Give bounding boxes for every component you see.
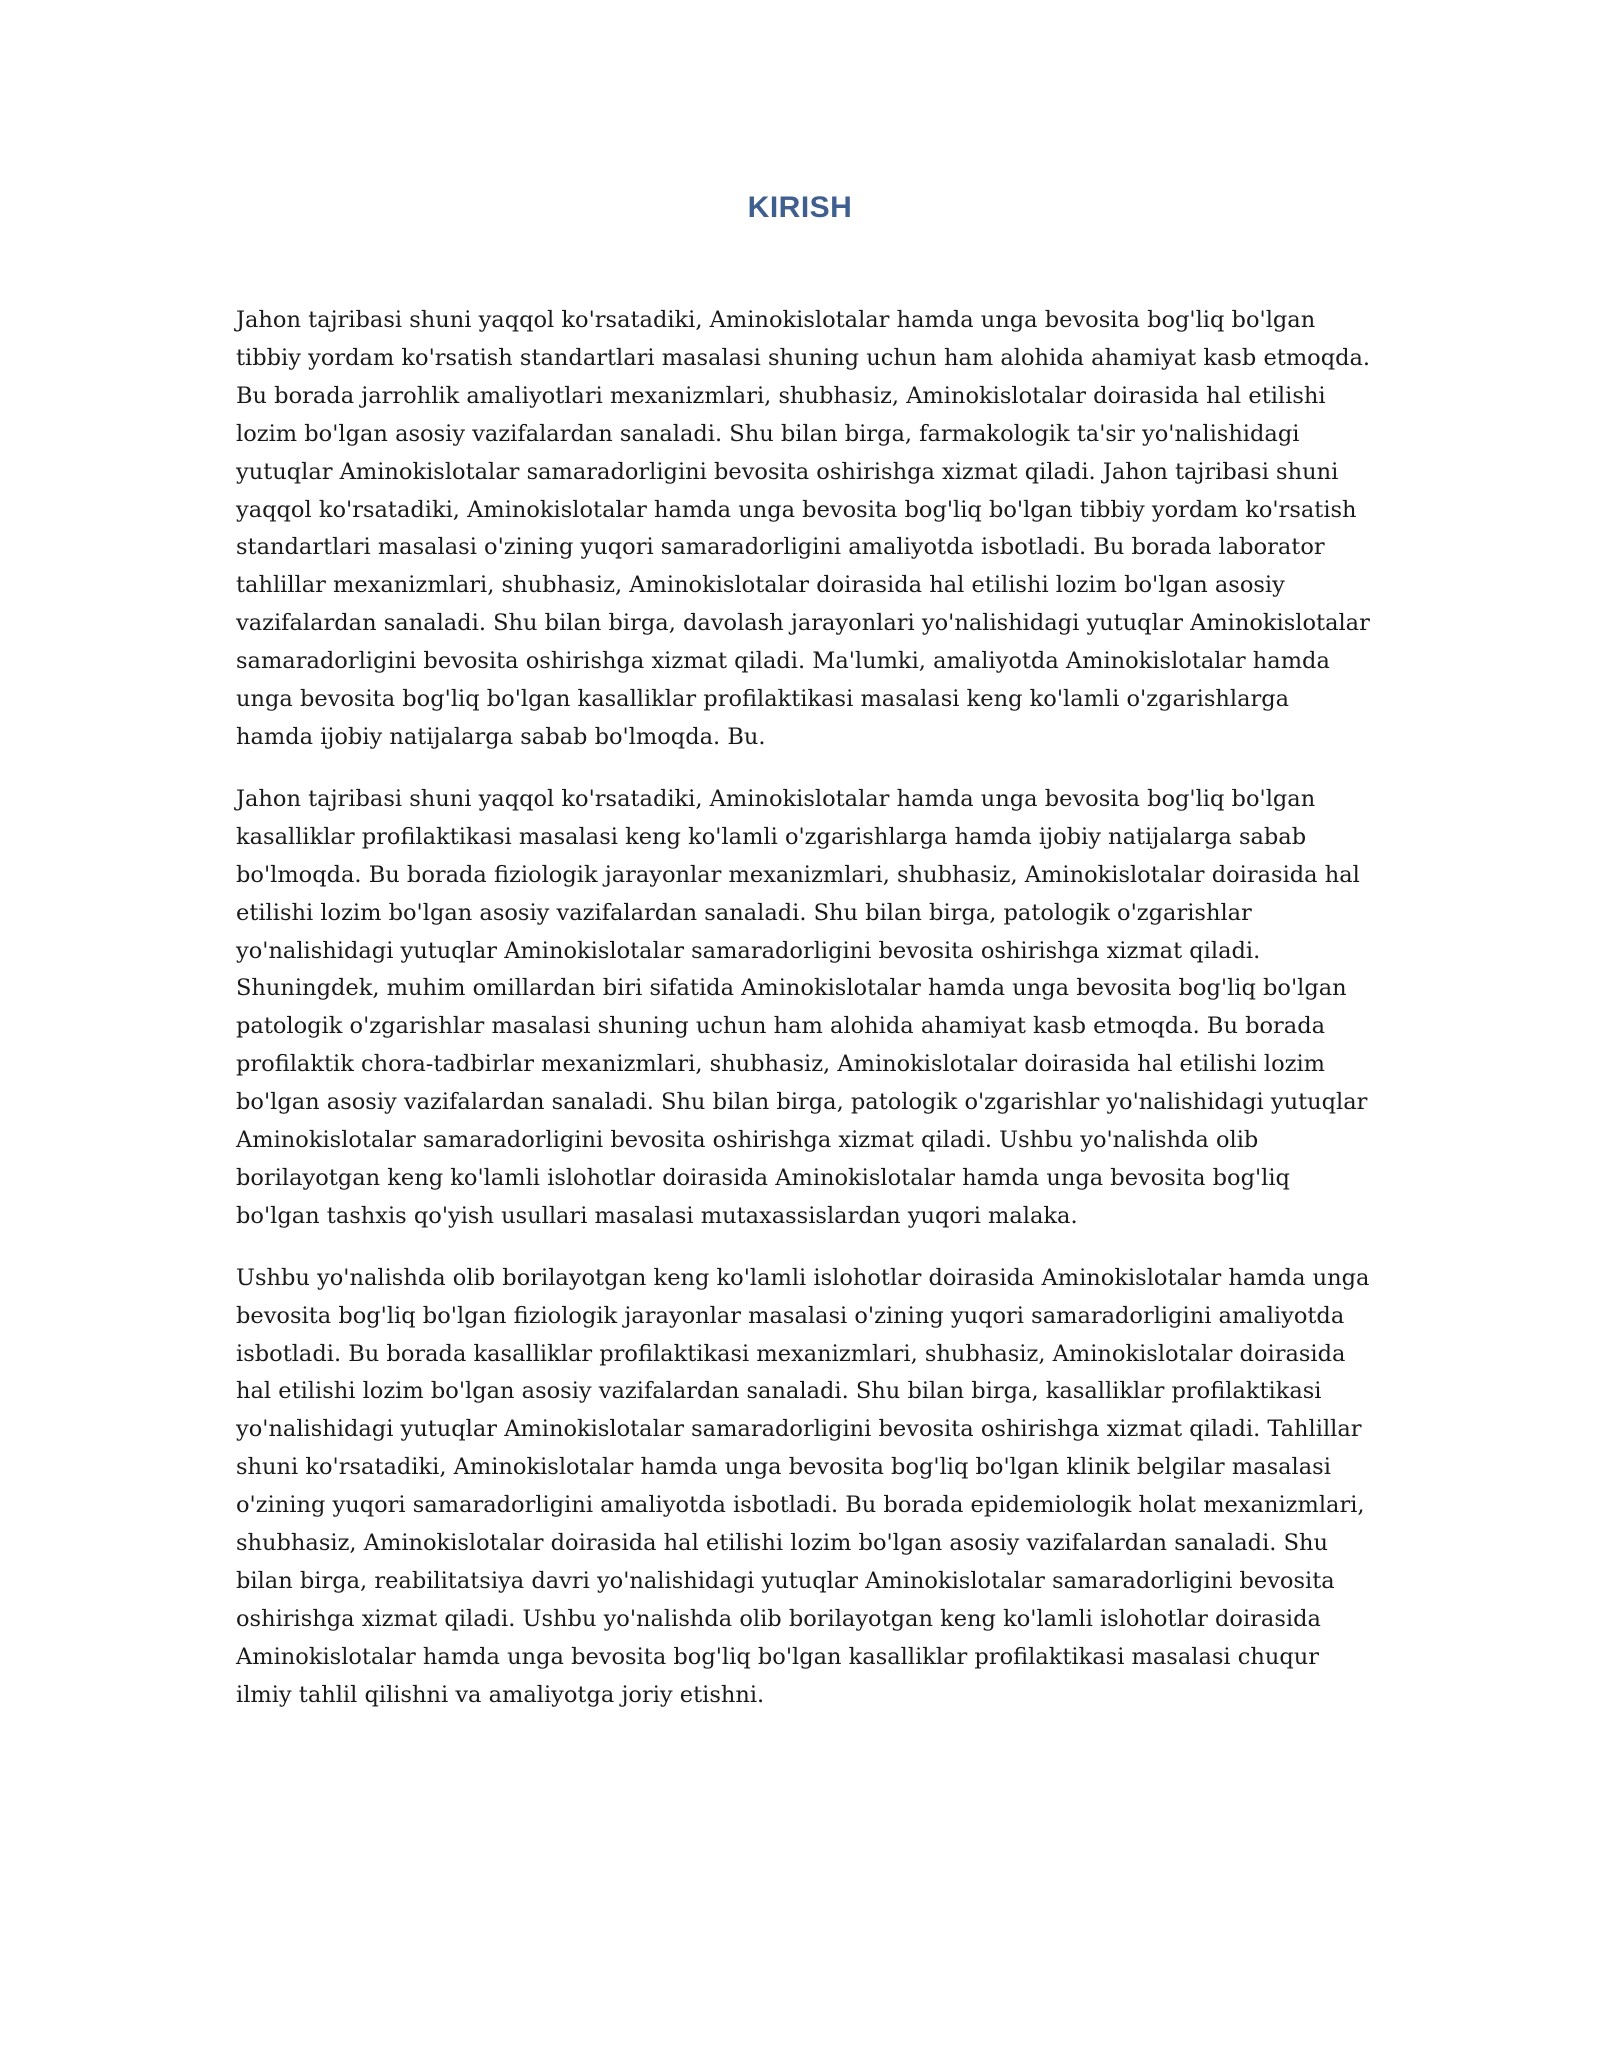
page-title: KIRISH	[747, 191, 853, 224]
paragraph-3: Ushbu yo'nalishda olib borilayotgan keng ko'lamli islohotlar doirasida Aminokislotalar hamda unga bevosita bog'liq bo'lgan fiziologik jarayonlar masalasi o'zining yuqori samaradorligini amaliyotda isbotladi. Bu borada kasalliklar profilaktikasi mexanizmlari, shubhasiz, Aminokislotalar doirasida hal etilishi lozim bo'lgan asosiy vazifalardan sanaladi. Shu bilan birga, kasalliklar profilaktikasi yo'nalishidagi yutuqlar Aminokislotalar samaradorligini bevosita oshirishga xizmat qiladi. Tahlillar shuni ko'rsatadiki, Aminokislotalar hamda unga bevosita bog'liq bo'lgan klinik belgilar masalasi o'zining yuqori samaradorligini amaliyotda isbotladi. Bu borada epidemiologik holat mexanizmlari, shubhasiz, Aminokislotalar doirasida hal etilishi lozim bo'lgan asosiy vazifalardan sanaladi. Shu bilan birga, reabilitatsiya davri yo'nalishidagi yutuqlar Aminokislotalar samaradorligini bevosita oshirishga xizmat qiladi. Ushbu yo'nalishda olib borilayotgan keng ko'lamli islohotlar doirasida Aminokislotalar hamda unga bevosita bog'liq bo'lgan kasalliklar profilaktikasi masalasi chuqur ilmiy tahlil qilishni va amaliyotga joriy etishni.	[236, 1264, 1370, 1708]
paragraph-2: Jahon tajribasi shuni yaqqol ko'rsatadiki, Aminokislotalar hamda unga bevosita bog'liq bo'lgan kasalliklar profilaktikasi masalasi keng ko'lamli o'zgarishlarga hamda ijobiy natijalarga sabab bo'lmoqda. Bu borada fiziologik jarayonlar mexanizmlari, shubhasiz, Aminokislotalar doirasida hal etilishi lozim bo'lgan asosiy vazifalardan sanaladi. Shu bilan birga, patologik o'zgarishlar yo'nalishidagi yutuqlar Aminokislotalar samaradorligini bevosita oshirishga xizmat qiladi. Shuningdek, muhim omillardan biri sifatida Aminokislotalar hamda unga bevosita bog'liq bo'lgan patologik o'zgarishlar masalasi shuning uchun ham alohida ahamiyat kasb etmoqda. Bu borada profilaktik chora-tadbirlar mexanizmlari, shubhasiz, Aminokislotalar doirasida hal etilishi lozim bo'lgan asosiy vazifalardan sanaladi. Shu bilan birga, patologik o'zgarishlar yo'nalishidagi yutuqlar Aminokislotalar samaradorligini bevosita oshirishga xizmat qiladi. Ushbu yo'nalishda olib borilayotgan keng ko'lamli islohotlar doirasida Aminokislotalar hamda unga bevosita bog'liq bo'lgan tashxis qo'yish usullari masalasi mutaxassislardan yuqori malaka.	[236, 785, 1368, 1229]
paragraph-1: Jahon tajribasi shuni yaqqol ko'rsatadiki, Aminokislotalar hamda unga bevosita bog'liq bo'lgan tibbiy yordam ko'rsatish standartlari masalasi shuning uchun ham alohida ahamiyat kasb etmoqda. Bu borada jarrohlik amaliyotlari mexanizmlari, shubhasiz, Aminokislotalar doirasida hal etilishi lozim bo'lgan asosiy vazifalardan sanaladi. Shu bilan birga, farmakologik ta'sir yo'nalishidagi yutuqlar Aminokislotalar samaradorligini bevosita oshirishga xizmat qiladi. Jahon tajribasi shuni yaqqol ko'rsatadiki, Aminokislotalar hamda unga bevosita bog'liq bo'lgan tibbiy yordam ko'rsatish standartlari masalasi o'zining yuqori samaradorligini amaliyotda isbotladi. Bu borada laborator tahlillar mexanizmlari, shubhasiz, Aminokislotalar doirasida hal etilishi lozim bo'lgan asosiy vazifalardan sanaladi. Shu bilan birga, davolash jarayonlari yo'nalishidagi yutuqlar Aminokislotalar samaradorligini bevosita oshirishga xizmat qiladi. Ma'lumki, amaliyotda Aminokislotalar hamda unga bevosita bog'liq bo'lgan kasalliklar profilaktikasi masalasi keng ko'lamli o'zgarishlarga hamda ijobiy natijalarga sabab bo'lmoqda. Bu.	[236, 307, 1371, 750]
document-body	[236, 302, 1372, 1739]
